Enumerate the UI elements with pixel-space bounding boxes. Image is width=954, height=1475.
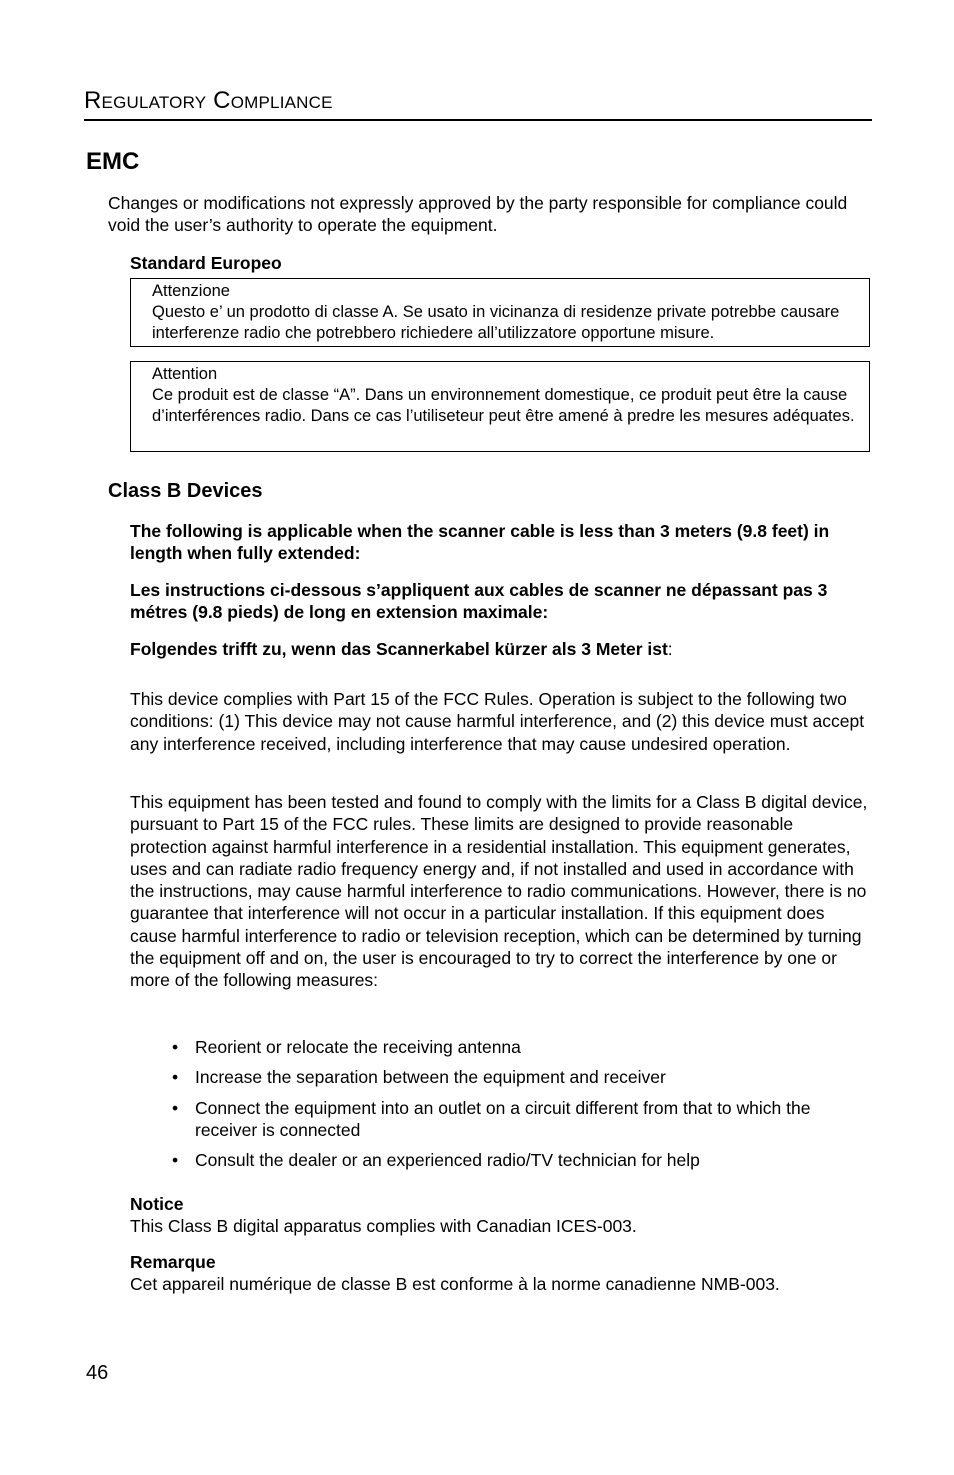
italian-warning-text: Questo e’ un prodotto di classe A. Se usato in vicinanza di residenze private potrebbe causare interferenze radio che potrebbero richiedere all’utilizzatore opportune misure.: [152, 303, 840, 342]
bullet-icon: •: [172, 1037, 179, 1057]
standard-europeo-label: Standard Europeo: [130, 253, 282, 273]
bullet-icon: •: [172, 1067, 179, 1088]
notice-block: [130, 1193, 870, 1238]
condition-german-colon: :: [667, 639, 673, 659]
intro-paragraph: Changes or modifications not expressly approved by the party responsible for compliance could void the user’s authority to operate the equipment.: [108, 193, 848, 236]
fcc-paragraph-2: This equipment has been tested and found to comply with the limits for a Class B digital device, pursuant to Part 15 of the FCC rules. These limits are designed to provide reasonable protection against harmful interference in a residential installation. This equipment generates, uses and can radiate radio frequency energy and, if not installed and used in accordance with the instructions, may cause harmful interference to radio communications. However, there is no guarantee that interference will not occur in a particular installation. If this equipment does cause harmful interference to radio or television reception, which can be determined by turning the equipment off and on, the user is encouraged to try to correct the interference by one or more of the following measures:: [130, 792, 868, 991]
page-header: [84, 86, 872, 121]
fcc-paragraph-1: This device complies with Part 15 of the FCC Rules. Operation is subject to the following two conditions: (1) This device may not cause harmful interference, and (2) this device must accept any interference received, including interference that may cause undesired operation.: [130, 689, 865, 754]
list-item: [130, 1036, 870, 1058]
italian-warning-heading: Attenzione: [152, 282, 230, 300]
list-item: [130, 1097, 870, 1142]
measures-list: [130, 1036, 870, 1179]
french-warning-text: Ce produit est de classe “A”. Dans un environnement domestique, ce produit peut être la cause d’interférences radio. Dans ce cas l’utiliseteur peut être amené à predre les mesures adéquates.: [152, 386, 855, 425]
list-item: [130, 1149, 870, 1171]
measure-text: Increase the separation between the equipment and receiver: [195, 1067, 666, 1088]
measure-text: Connect the equipment into an outlet on a circuit different from that to which the receiver is connected: [195, 1097, 811, 1140]
page-number: 46: [86, 1362, 109, 1384]
condition-german: [130, 638, 870, 660]
header-title: Regulatory Compliance: [84, 87, 333, 114]
notice-heading: Notice: [130, 1194, 184, 1214]
notice-text: This Class B digital apparatus complies with Canadian ICES-003.: [130, 1216, 637, 1237]
measure-text: Reorient or relocate the receiving antenna: [195, 1037, 521, 1057]
bullet-icon: •: [172, 1097, 179, 1118]
french-warning-heading: Attention: [152, 365, 218, 383]
bullet-icon: •: [172, 1150, 179, 1171]
italian-warning-box: [130, 278, 870, 347]
list-item: [130, 1066, 870, 1088]
remarque-heading: Remarque: [130, 1252, 216, 1272]
french-warning-box: [130, 361, 870, 452]
section-title: EMC: [86, 148, 140, 175]
measure-text: Consult the dealer or an experienced radio/TV technician for help: [195, 1150, 700, 1171]
condition-french: Les instructions ci-dessous s’appliquent aux cables de scanner ne dépassant pas 3 métres (9.8 pieds) de long en extension maximale:: [130, 580, 828, 623]
condition-german-text: Folgendes trifft zu, wenn das Scannerkabel kürzer als 3 Meter ist: [130, 639, 668, 659]
remarque-text: Cet appareil numérique de classe B est conforme à la norme canadienne NMB-003.: [130, 1274, 780, 1295]
remarque-block: [130, 1251, 870, 1296]
condition-english: The following is applicable when the scanner cable is less than 3 meters (9.8 feet) in length when fully extended:: [130, 521, 830, 564]
class-b-title: Class B Devices: [108, 480, 263, 502]
